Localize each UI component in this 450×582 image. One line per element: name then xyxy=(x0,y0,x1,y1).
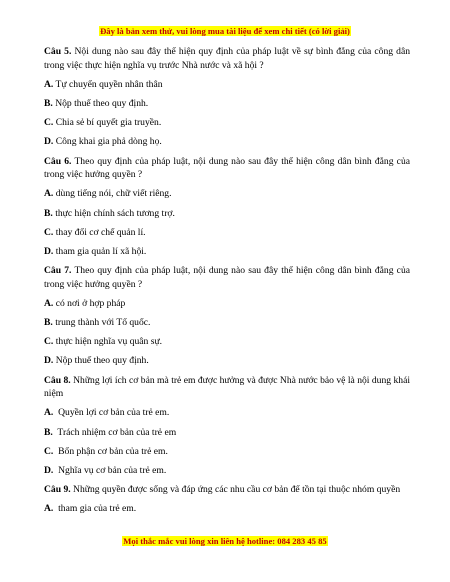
answer-option xyxy=(44,464,410,478)
option-text: Nghĩa vụ cơ bản của trẻ em. xyxy=(53,464,167,476)
answer-option xyxy=(44,97,410,111)
option-text: dùng tiếng nói, chữ viết riêng. xyxy=(53,188,172,200)
option-key: A. xyxy=(44,78,54,90)
question-number: Câu 7. xyxy=(44,265,72,277)
option-key: B. xyxy=(44,97,53,109)
option-key: B. xyxy=(44,426,53,438)
footer-notice-text: Mọi thắc mắc vui lòng xin liên hệ hotline: 084 283 45 85 xyxy=(123,536,327,546)
header-notice-text: Đây là bản xem thử, vui lòng mua tài liệu để xem chi tiết (có lời giải) xyxy=(100,26,350,36)
option-key: B. xyxy=(44,207,53,219)
question-text: Những lợi ích cơ bản mà trẻ em được hưởng và được Nhà nước bảo vệ là nội dung khái niệm xyxy=(44,374,410,400)
option-key: D. xyxy=(44,136,54,148)
option-text: Bổn phận cơ bản của trẻ em. xyxy=(53,445,168,457)
answer-option xyxy=(44,116,410,130)
option-key: A. xyxy=(44,503,54,515)
option-key: A. xyxy=(44,407,54,419)
question-stem xyxy=(44,45,410,72)
answer-option xyxy=(44,187,410,201)
option-text: Công khai gia phả dòng họ. xyxy=(53,136,162,148)
footer-notice xyxy=(0,536,450,547)
question-stem xyxy=(44,264,410,291)
header-notice xyxy=(0,26,450,37)
question-number: Câu 9. xyxy=(44,484,71,496)
option-text: có nơi ở hợp pháp xyxy=(53,297,126,309)
answer-option xyxy=(44,245,410,259)
question-text: Nội dung nào sau đây thể hiện quy định của pháp luật về sự bình đẳng của công dân trong việc thực hiện nghĩa vụ trước Nhà nước và xã hội ? xyxy=(44,46,411,71)
option-text: Quyền lợi cơ bản của trẻ em. xyxy=(53,407,170,419)
answer-option xyxy=(44,78,410,92)
question-stem xyxy=(44,155,410,182)
option-key: C. xyxy=(44,445,54,457)
option-text: thực hiện chính sách tương trợ. xyxy=(52,207,175,219)
question-stem xyxy=(44,374,410,401)
option-key: A. xyxy=(44,188,54,200)
question-stem xyxy=(44,483,410,497)
question-number: Câu 5. xyxy=(44,46,72,57)
option-key: D. xyxy=(44,355,54,367)
option-text: Trách nhiệm cơ bản của trẻ em xyxy=(52,426,177,438)
option-key: C. xyxy=(44,117,54,129)
answer-option xyxy=(44,445,410,459)
option-text: tham gia quản lí xã hội. xyxy=(53,245,147,257)
question-text: Theo quy định của pháp luật, nội dung nào sau đây thể hiện công dân bình đẳng của trong việc hưởng quyền ? xyxy=(44,155,410,181)
answer-option xyxy=(44,426,410,440)
option-text: trung thành với Tổ quốc. xyxy=(52,317,151,329)
option-key: D. xyxy=(44,464,54,476)
question-text: Theo quy định của pháp luật, nội dung nào sau đây thể hiện công dân bình đẳng của trong việc hưởng quyền ? xyxy=(44,265,410,290)
question-number: Câu 8. xyxy=(44,374,71,386)
option-text: Tự chuyển quyền nhân thân xyxy=(53,78,163,90)
question-list xyxy=(44,45,410,522)
question-text: Những quyền được sống và đáp ứng các nhu cầu cơ bản để tồn tại thuộc nhóm quyền xyxy=(70,484,401,496)
answer-option xyxy=(44,502,410,516)
option-key: C. xyxy=(44,226,54,238)
answer-option xyxy=(44,226,410,240)
answer-option xyxy=(44,406,410,420)
answer-option xyxy=(44,335,410,349)
question-number: Câu 6. xyxy=(44,155,72,167)
option-text: thực hiện nghĩa vụ quân sự. xyxy=(53,336,163,348)
option-key: B. xyxy=(44,317,53,329)
option-text: thay đổi cơ chế quản lí. xyxy=(53,226,146,238)
option-text: tham gia của trẻ em. xyxy=(53,503,137,515)
option-text: Nộp thuế theo quy định. xyxy=(52,97,149,109)
option-key: A. xyxy=(44,297,54,309)
answer-option xyxy=(44,354,410,368)
option-key: D. xyxy=(44,245,54,257)
option-key: C. xyxy=(44,336,54,348)
answer-option xyxy=(44,135,410,149)
option-text: Nộp thuế theo quy định. xyxy=(53,355,149,367)
answer-option xyxy=(44,316,410,330)
option-text: Chia sẻ bí quyết gia truyền. xyxy=(53,117,162,129)
answer-option xyxy=(44,207,410,221)
answer-option xyxy=(44,297,410,311)
